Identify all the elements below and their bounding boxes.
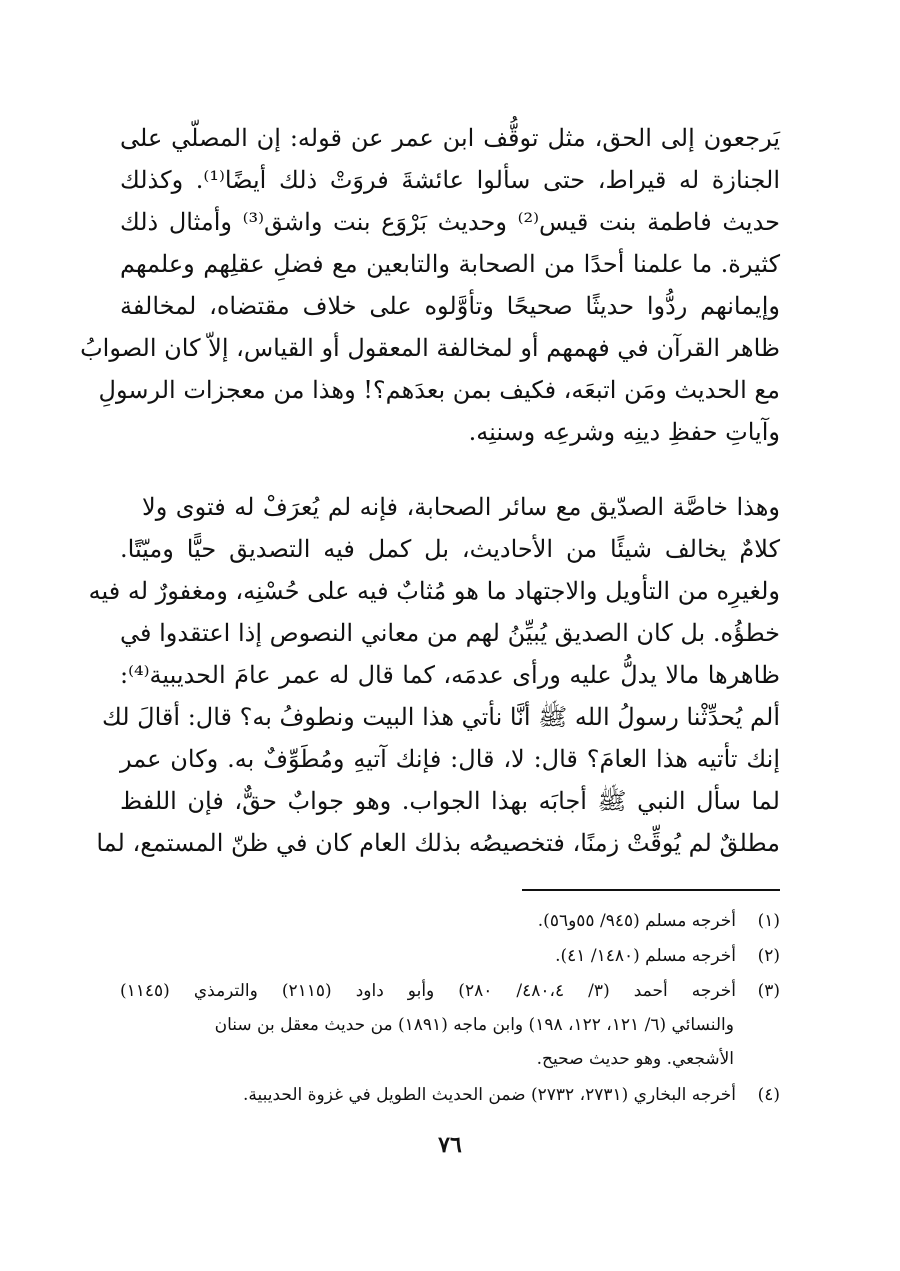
footnote-divider [522,889,780,891]
footnote-number: (٤) [757,1085,780,1105]
body-line: مع الحديث ومَن اتبعَه، فكيف بمن بعدَهم؟! وهذا من معجزات الرسولِ [98,376,780,404]
body-line: كلامٌ يخالف شيئًا من الأحاديث، بل كمل فيه التصديق حيًّا وميّتًا. [120,535,780,563]
footnote-1 [120,905,780,937]
body-line: ظاهرها مالا يدلُّ عليه ورأى عدمَه، كما قال له عمر عامَ الحديبية⁽⁴⁾: [120,661,780,689]
footnote-3-continued: والنسائي (٦/ ١٢١، ١٢٢، ١٩٨) وابن ماجه (١٨٩١) من حديث معقل بن سنان [214,1015,734,1035]
body-line: ألم يُحدِّثْنا رسولُ الله ﷺ أنَّا نأتي هذا البيت ونطوفُ به؟ قال: أقالَ لك [102,703,780,731]
body-line: ولغيرِه من التأويل والاجتهاد ما هو مُثابٌ فيه على حُسْنِه، ومغفورٌ له فيه [88,577,780,605]
footnote-text: أخرجه البخاري (٢٧٣١، ٢٧٣٢) ضمن الحديث الطويل في غزوة الحديبية. [242,1085,736,1105]
body-line: ظاهر القرآن في فهمهم أو لمخالفة المعقول أو القياس، إلاّ كان الصوابُ [80,334,780,362]
footnote-4 [120,1079,780,1111]
footnote-number: (١) [757,911,780,931]
body-line: يَرجعون إلى الحق، مثل توقُّف ابن عمر عن قوله: إن المصلّي على [120,124,780,152]
body-line: وآياتِ حفظِ دينِه وشرعِه وسننِه. [468,418,780,446]
footnote-number: (٣) [757,981,780,1001]
footnote-3 [120,975,780,1007]
footnote-2 [120,940,780,972]
body-line: كثيرة. ما علمنا أحدًا من الصحابة والتابعين مع فضلِ عقلِهم وعلمهم [120,250,780,278]
footnote-number: (٢) [757,946,780,966]
footnote-text: أخرجه مسلم (١٤٨٠/ ٤١). [555,946,736,966]
footnote-text: أخرجه مسلم (٩٤٥/ ٥٥و٥٦). [537,911,736,931]
body-line: حديث فاطمة بنت قيس⁽²⁾ وحديث بَرْوَع بنت واشق⁽³⁾ وأمثال ذلك [120,208,781,236]
body-line: إنك تأتيه هذا العامَ؟ قال: لا، قال: فإنك آتيهِ ومُطَوِّفٌ به. وكان عمر [120,745,780,773]
paragraph-start-line: وهذا خاصَّة الصدّيق مع سائر الصحابة، فإنه لم يُعرَفْ له فتوى ولا [142,493,780,521]
body-line: وإيمانهم ردُّوا حديثًا صحيحًا وتأوَّلوه على خلاف مقتضاه، لمخالفة [120,292,780,320]
body-line: لما سأل النبي ﷺ أجابَه بهذا الجواب. وهو جوابٌ حقٌّ، فإن اللفظ [120,787,780,815]
footnote-text: أخرجه أحمد (٣/ ٤٨٠،٤/ ٢٨٠) وأبو داود (٢١١٥) والترمذي (١١٤٥) [120,981,736,1001]
body-line: مطلقٌ لم يُوقِّتْ زمنًا، فتخصيصُه بذلك العام كان في ظنّ المستمع، لما [96,829,780,857]
body-line: الجنازة له قيراط، حتى سألوا عائشةَ فروَتْ ذلك أيضًا⁽¹⁾. وكذلك [120,166,780,194]
footnote-3-continued: الأشجعي. وهو حديث صحيح. [536,1049,734,1069]
page-number: ٧٦ [438,1132,462,1158]
body-line: خطؤُه. بل كان الصديق يُبيِّنُ لهم من معاني النصوص إذا اعتقدوا في [120,619,780,647]
